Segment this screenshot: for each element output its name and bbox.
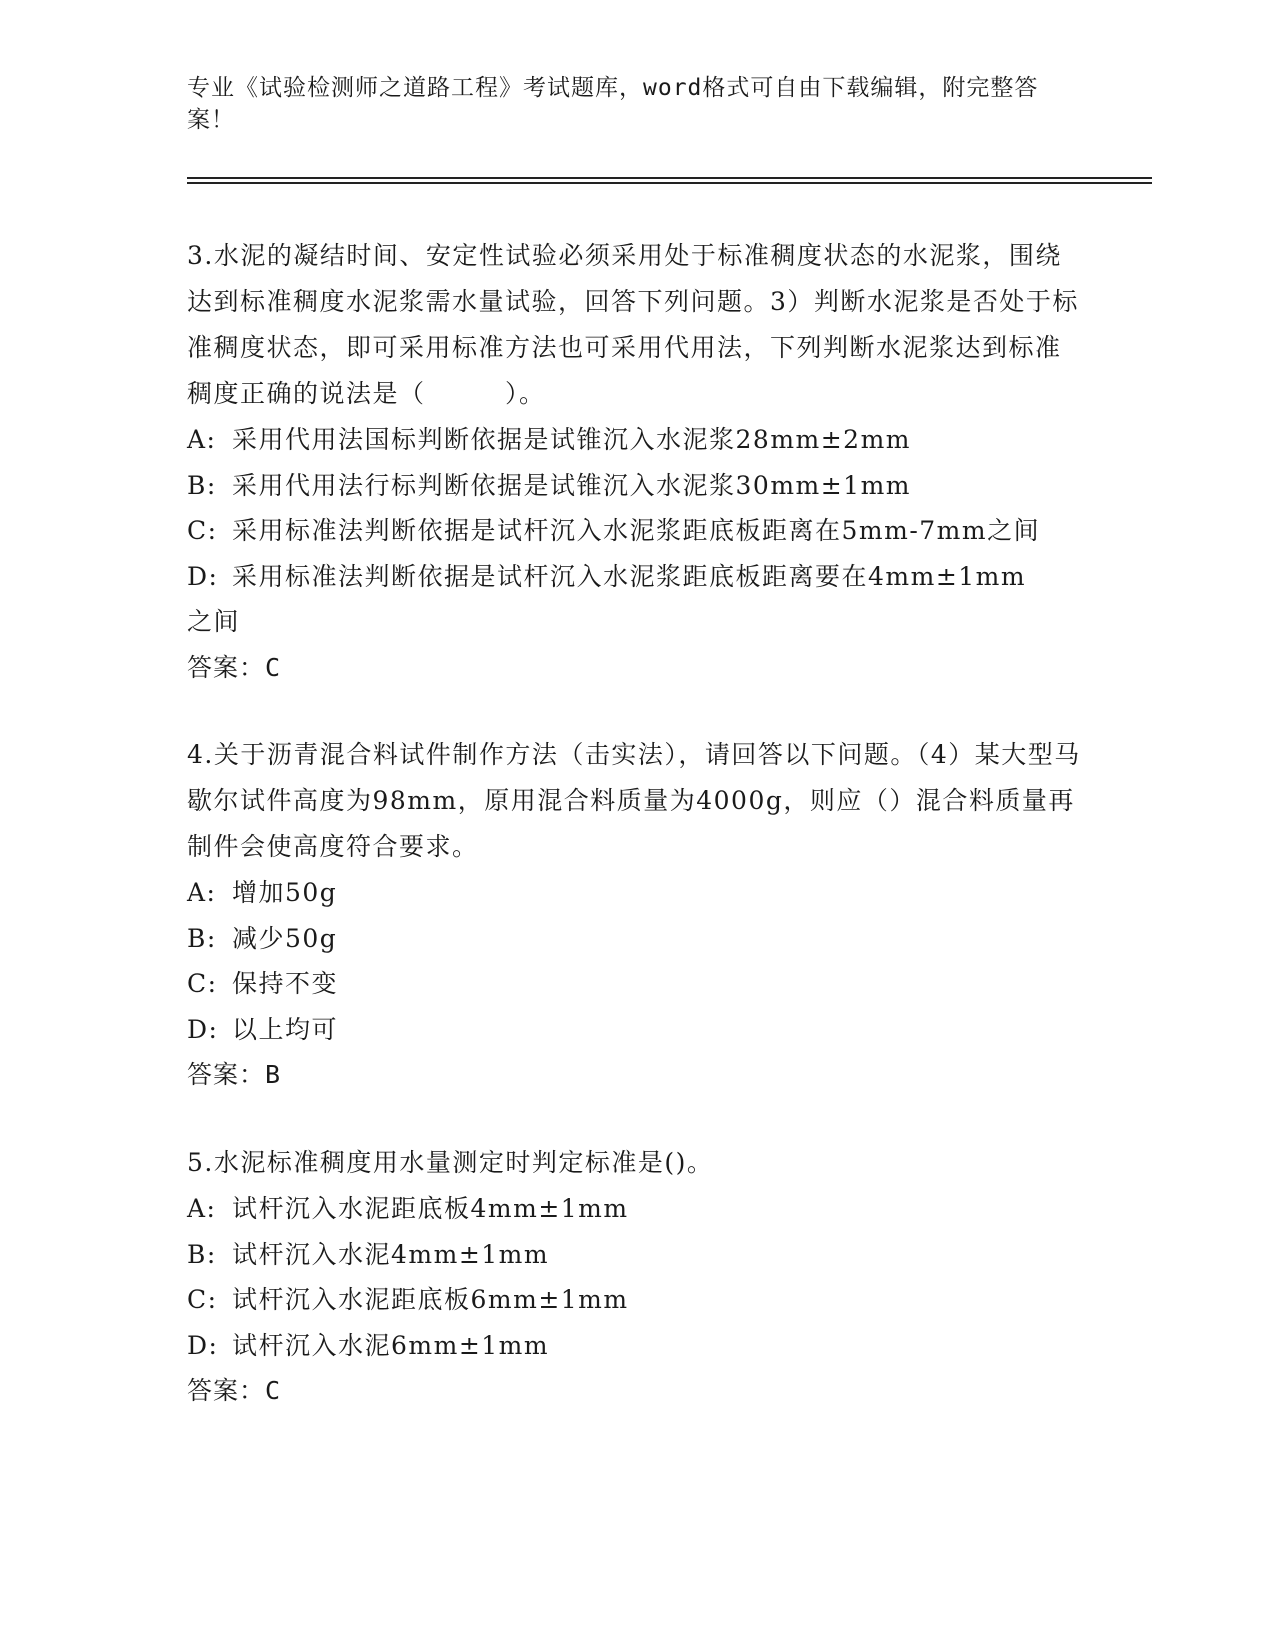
option-key: D: [187, 1330, 219, 1360]
question-4 [187, 732, 1087, 1098]
option-c [187, 508, 1087, 554]
option-key: A: [187, 1194, 217, 1223]
option-text: 采用标准法判断依据是试杆沉入水泥浆距底板距离在5mm-7mm之间 [232, 516, 1041, 545]
option-a [187, 1186, 1087, 1232]
option-c [187, 961, 1087, 1007]
option-key: A: [187, 878, 217, 907]
option-key: C: [187, 969, 218, 998]
option-key: C: [187, 516, 218, 545]
option-text: 以上均可 [232, 1014, 339, 1044]
option-text: 采用代用法国标判断依据是试锥沉入水泥浆28mm±2mm [232, 425, 911, 454]
option-key: B: [187, 470, 217, 500]
option-key: A: [187, 425, 217, 454]
option-b [187, 1232, 1087, 1278]
answer-line: 答案：C [187, 652, 282, 682]
option-text: 试杆沉入水泥距底板6mm±1mm [232, 1285, 629, 1314]
option-a [187, 870, 1087, 916]
header-divider-bottom [187, 182, 1152, 184]
option-text: 采用标准法判断依据是试杆沉入水泥浆距底板距离要在4mm±1mm [232, 561, 1027, 591]
question-stem: 4.关于沥青混合料试件制作方法（击实法），请回答以下问题。（4）某大型马歇尔试件高度为98mm，原用混合料质量为4000g，则应（）混合料质量再制件会使高度符合要求。 [187, 740, 1081, 861]
header-divider-top [187, 177, 1152, 179]
option-key: B: [187, 1239, 217, 1269]
document-header [187, 72, 1067, 136]
question-stem: 3.水泥的凝结时间、安定性试验必须采用处于标准稠度状态的水泥浆，围绕达到标准稠度水泥浆需水量试验，回答下列问题。3）判断水泥浆是否处于标准稠度状态，即可采用标准方法也可采用代用法，下列判断水泥浆达到标准稠度正确的说法是（ ）。 [187, 241, 1079, 408]
option-key: B: [187, 923, 217, 953]
question-3 [187, 233, 1087, 691]
option-d-continuation: 之间 [187, 607, 241, 636]
option-b [187, 916, 1087, 962]
option-key: D: [187, 1014, 219, 1044]
option-text: 增加50g [232, 878, 338, 907]
option-text: 保持不变 [232, 969, 339, 998]
option-key: D: [187, 561, 219, 591]
option-text: 试杆沉入水泥6mm±1mm [232, 1330, 550, 1360]
option-key: C: [187, 1285, 218, 1314]
option-text: 采用代用法行标判断依据是试锥沉入水泥浆30mm±1mm [232, 470, 911, 500]
option-text: 减少50g [232, 923, 338, 953]
option-d [187, 1323, 1087, 1369]
option-d [187, 554, 1087, 600]
option-b [187, 463, 1087, 509]
question-stem: 5.水泥标准稠度用水量测定时判定标准是()。 [187, 1148, 714, 1177]
answer-line: 答案：B [187, 1060, 282, 1089]
header-intro-text: 专业《试验检测师之道路工程》考试题库，word格式可自由下载编辑，附完整答案！ [187, 75, 1039, 133]
option-d [187, 1007, 1087, 1053]
option-text: 试杆沉入水泥4mm±1mm [232, 1239, 550, 1269]
question-5 [187, 1140, 1087, 1414]
answer-line: 答案：C [187, 1376, 282, 1405]
option-c [187, 1277, 1087, 1323]
option-text: 试杆沉入水泥距底板4mm±1mm [232, 1194, 629, 1223]
option-a [187, 417, 1087, 463]
